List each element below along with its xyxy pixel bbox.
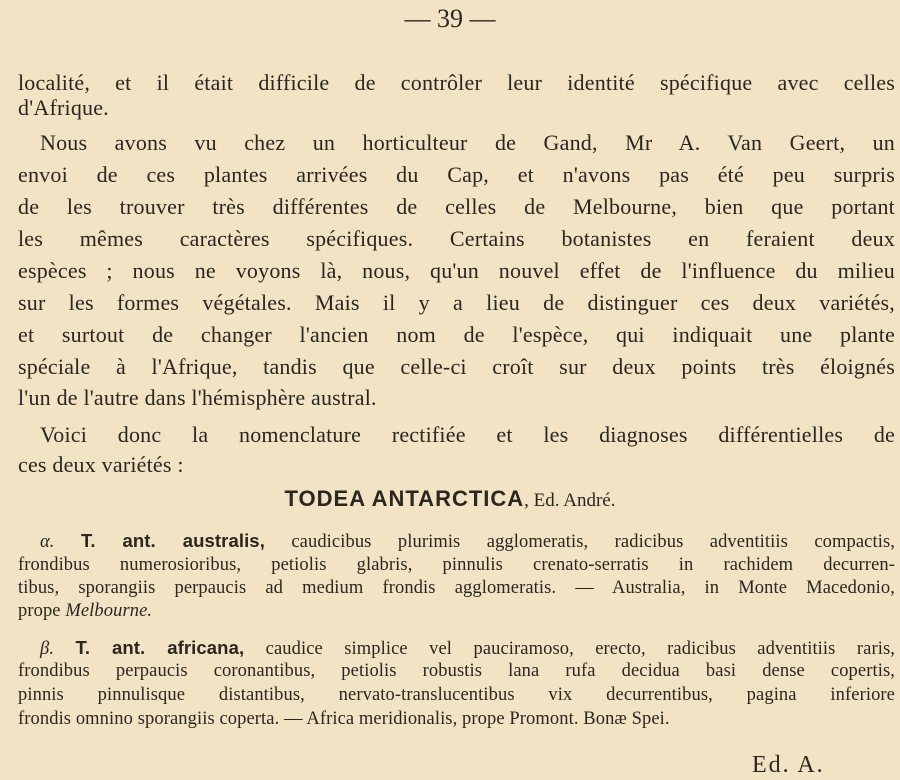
- text-line: Nous avons vu chez un horticulteur de Gand, Mr A. Van Geert, un: [40, 130, 895, 155]
- species-author: , Ed. André.: [524, 490, 616, 511]
- text-line: [18, 601, 895, 622]
- text-line: frondibus perpaucis coronantibus, petiolis robustis lana rufa decidua basi dense copertis,: [18, 661, 895, 681]
- text-line: et surtout de changer l'ancien nom de l'espèce, qui indiquait une plante: [18, 322, 895, 347]
- signature: Ed. A.: [752, 752, 825, 778]
- text-line: localité, et il était difficile de contrôler leur identité spécifique avec celles: [18, 70, 895, 95]
- text-line: espèces ; nous ne voyons là, nous, qu'un nouvel effet de l'influence du milieu: [18, 258, 895, 283]
- species-heading: [0, 486, 900, 512]
- page-number: — 39 —: [404, 4, 496, 33]
- text-line: sur les formes végétales. Mais il y a lieu de distinguer ces deux variétés,: [18, 290, 895, 315]
- text-line: ces deux variétés :: [18, 452, 184, 477]
- text-segment: prope: [18, 601, 61, 621]
- text-line: spéciale à l'Afrique, tandis que celle-ci croît sur deux points très éloignés: [18, 354, 895, 379]
- variety-marker: β.: [40, 639, 55, 659]
- variety-beta-first-line: [40, 637, 895, 660]
- variety-name: T. ant. africana,: [75, 637, 245, 658]
- variety-marker: α.: [40, 532, 55, 552]
- variety-alpha-first-line: [40, 530, 895, 553]
- text-segment: caudice simplice vel pauciramoso, erecto, radicibus adventitiis raris,: [265, 639, 895, 659]
- text-line: Voici donc la nomenclature rectifiée et les diagnoses différentielles de: [40, 422, 895, 447]
- species-name: TODEA ANTARCTICA: [284, 486, 525, 511]
- text-line: tibus, sporangiis perpaucis ad medium frondis agglomeratis. — Australia, in Monte Macedonio,: [18, 578, 895, 598]
- text-line: pinnis pinnulisque distantibus, nervato-translucentibus vix decurrentibus, pagina inferiore: [18, 685, 895, 705]
- text-line: envoi de ces plantes arrivées du Cap, et n'avons pas été peu surpris: [18, 162, 895, 187]
- locality-italic: Melbourne.: [65, 601, 153, 621]
- text-line: de les trouver très différentes de celles de Melbourne, bien que portant: [18, 194, 895, 219]
- text-segment: caudicibus plurimis agglomeratis, radicibus adventitiis compactis,: [291, 532, 895, 552]
- text-line: frondis omnino sporangiis coperta. — Africa meridionalis, prope Promont. Bonæ Spei.: [18, 709, 670, 729]
- text-line: les mêmes caractères spécifiques. Certains botanistes en feraient deux: [18, 226, 895, 251]
- variety-name: T. ant. australis,: [80, 530, 265, 551]
- text-line: l'un de l'autre dans l'hémisphère austral.: [18, 385, 377, 410]
- text-line: frondibus numerosioribus, petiolis glabris, pinnulis crenato-serratis in rachidem decurren-: [18, 555, 895, 575]
- text-line: d'Afrique.: [18, 95, 109, 120]
